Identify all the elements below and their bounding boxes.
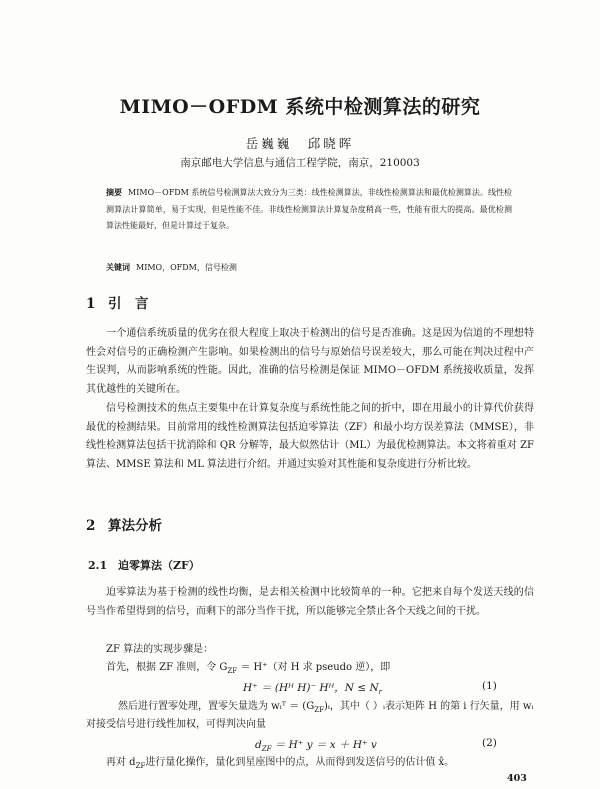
page-number: 403 — [507, 773, 527, 784]
equation-2: $d_{ZF} = H^+$ y ＝ x ＋ H⁺ v — [255, 739, 377, 754]
abstract-block — [106, 184, 512, 235]
equation-1-number: (1) — [482, 680, 497, 692]
zf-step-2-line-1: 然后进行置零处理，置零矢量选为 wᵢᵀ ＝ $(G_{ZF})ᵢ$，其中（ ）ᵢ表示矩阵 H 的第 i 行矢量，用 wᵢ — [118, 701, 534, 714]
zf-paragraph: 迫零算法为基于检测的线性均衡，是去相关检测中比较简单的一种。它把来自每个发送天线的信号当作希望得到的信号，而剩下的部分当作干扰，所以能够完全禁止各个天线之间的干扰。 — [86, 587, 534, 617]
section-number: 2 — [86, 518, 96, 534]
subsection-heading-2-1 — [88, 557, 200, 573]
equation-1: H⁺ ＝ (Hᴴ H)⁻ Hᴴ，$N \le N_r$ — [243, 682, 382, 697]
section-heading-1 — [86, 292, 149, 312]
zf-steps-intro: ZF 算法的实现步骤是： — [106, 644, 214, 655]
keywords-text: MIMO，OFDM，信号检测 — [136, 263, 237, 272]
intro-paragraph-1: 一个通信系统质量的优劣在很大程度上取决于检测出的信号是否准确。这是因为信道的不理想特性会对信号的正确检测产生影响。如果检测出的信号与原始信号误差较大，那么可能在判决过程中产生误判，从而影响系统的性能。因此，准确的信号检测是保证 MIMO－OFDM 系统接收质量，发挥其优越性的关键所在。 — [86, 328, 534, 395]
subsection-number: 2.1 — [88, 559, 108, 572]
section-title: 算法分析 — [108, 518, 162, 534]
section-number: 1 — [86, 296, 96, 312]
subsection-title: 迫零算法（ZF） — [118, 559, 200, 572]
keywords-label: 关键词 — [106, 262, 130, 272]
section-heading-2 — [86, 514, 162, 534]
section-title: 引 言 — [108, 296, 149, 312]
author-list: 岳巍巍 邱晓晖 — [245, 136, 355, 151]
paper-title: MIMO－OFDM 系统中检测算法的研究 — [119, 96, 481, 118]
affiliation: 南京邮电大学信息与通信工程学院，南京，210003 — [180, 157, 420, 169]
abstract-label: 摘要 — [106, 187, 123, 197]
equation-2-number: (2) — [482, 737, 497, 749]
abstract-text: MIMO－OFDM 系统信号检测算法大致分为三类：线性检测算法，非线性检测算法和最优检测算法。线性检测算法计算简单，易于实现，但是性能不佳。非线性检测算法计算复杂度稍高一些，性能有很大的提高。最优检测算法性能最好，但是计算过于复杂。 — [106, 188, 512, 230]
zf-step-3: 再对 $d_{ZF}$进行量化操作，量化到星座图中的点，从而得到发送信号的估计值 x̂。 — [106, 757, 455, 770]
intro-paragraph-2: 信号检测技术的焦点主要集中在计算复杂度与系统性能之间的折中，即在用最小的计算代价获得最优的检测结果。目前常用的线性检测算法包括迫零算法（ZF）和最小均方误差算法（MMSE），非线性检测算法包括干扰消除和 QR 分解等，最大似然估计（ML）为最优检测算法。本文将着重对 ZF 算法、MMSE 算法和 ML 算法进行介绍。并通过实验对其性能和复杂度进行分析比较。 — [86, 403, 534, 470]
zf-step-2-line-2: 对接受信号进行线性加权，可得判决向量 — [86, 719, 266, 730]
zf-step-1: 首先，根据 ZF 准则，令 $G_{ZF} = H^+$（对 H 求 pseudo 逆），即 — [106, 662, 391, 675]
keywords-block — [106, 262, 512, 273]
